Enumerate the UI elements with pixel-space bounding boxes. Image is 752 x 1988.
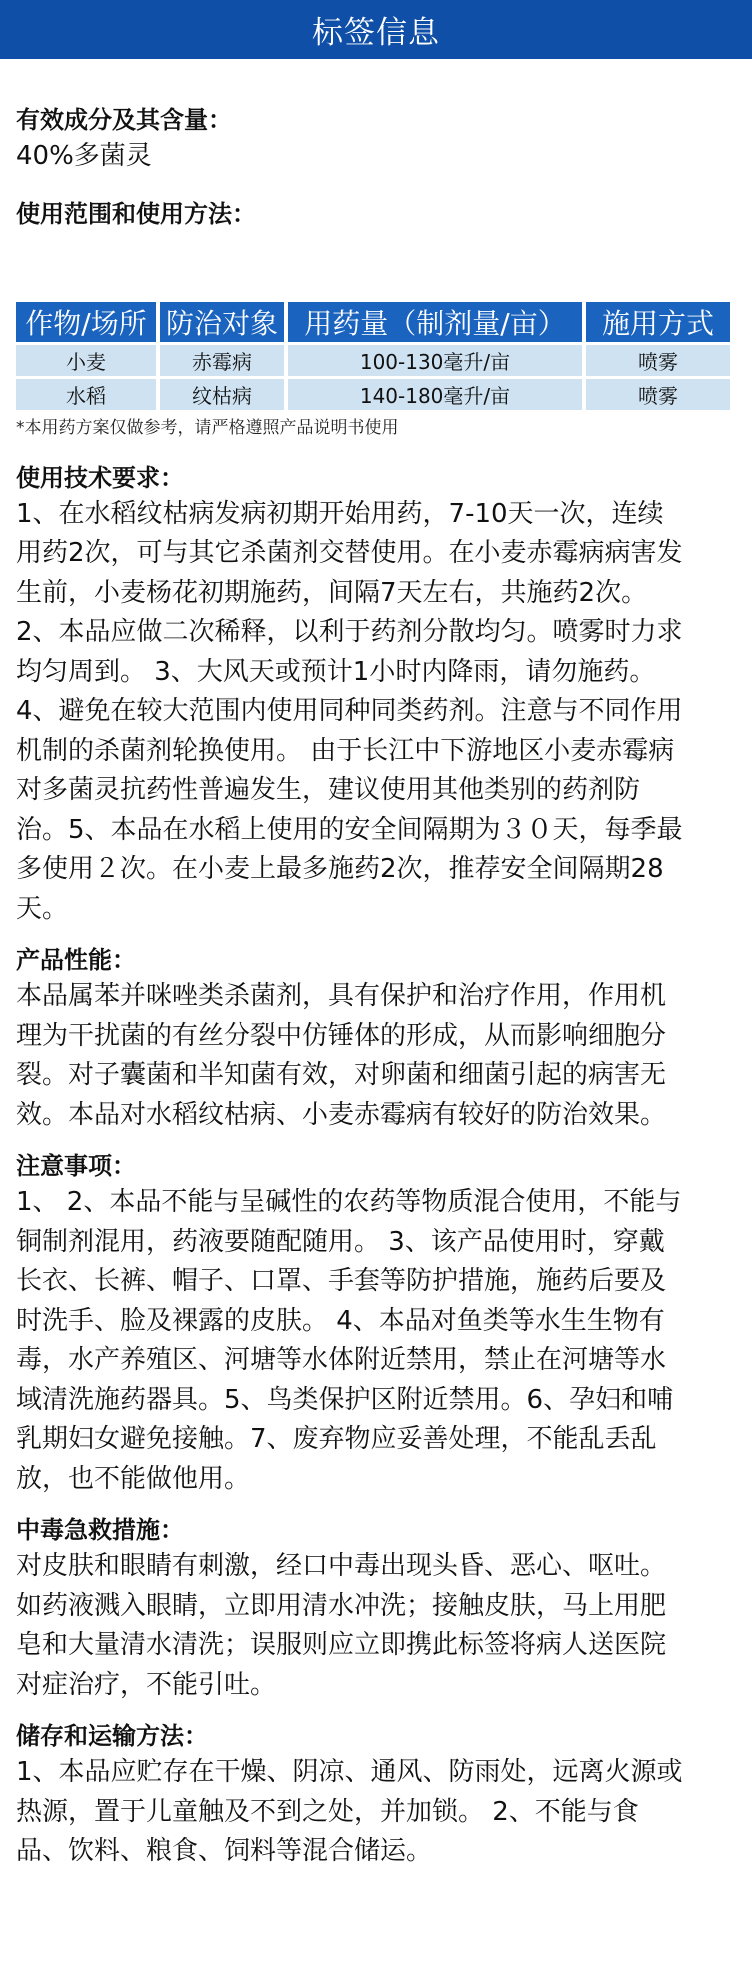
text-line: 域清洗施药器具。5、鸟类保护区附近禁用。6、孕妇和哺 <box>16 1384 674 1415</box>
performance-title: 产品性能： <box>16 946 136 974</box>
first-aid-title: 中毒急救措施： <box>16 1516 184 1544</box>
text-line: 时洗手、脸及裸露的皮肤。 4、本品对鱼类等水生生物有 <box>16 1305 665 1336</box>
text-line: 长衣、长裤、帽子、口罩、手套等防护措施，施药后要及 <box>16 1266 667 1296</box>
ingredients-title: 有效成分及其含量： <box>16 106 232 134</box>
text-line: 均匀周到。 3、大风天或预计1小时内降雨，请勿施药。 <box>16 656 656 687</box>
text-line: 对症治疗，不能引吐。 <box>16 1669 277 1700</box>
dosage-table-header-row <box>16 302 730 342</box>
technical-title: 使用技术要求： <box>16 463 184 492</box>
text-line: 多使用２次。在小麦上最多施药2次，推荐安全间隔期28 <box>16 854 664 884</box>
text-line: 裂。对子囊菌和半知菌有效，对卵菌和细菌引起的病害无 <box>16 1060 667 1090</box>
text-line: 效。本品对水稻纹枯病、小麦赤霉病有较好的防治效果。 <box>16 1099 667 1130</box>
cell-crop: 水稻 <box>16 379 156 410</box>
header-method: 施用方式 <box>586 302 730 342</box>
text-line: 1、在水稻纹枯病发病初期开始用药，7-10天一次，连续 <box>16 498 664 529</box>
usage-title: 使用范围和使用方法： <box>16 199 256 228</box>
dosage-note: *本用药方案仅做参考，请严格遵照产品说明书使用 <box>16 417 399 438</box>
text-line: 乳期妇女避免接触。7、废弃物应妥善处理，不能乱丢乱 <box>16 1424 657 1454</box>
label-content <box>0 103 752 1872</box>
header-target: 防治对象 <box>160 302 284 342</box>
cell-method: 喷雾 <box>586 345 730 376</box>
text-line: 本品属苯并咪唑类杀菌剂，具有保护和治疗作用，作用机 <box>16 981 667 1011</box>
table-row <box>16 345 730 376</box>
header-crop: 作物/场所 <box>16 302 156 342</box>
cell-target: 赤霉病 <box>160 345 284 376</box>
table-row <box>16 379 730 410</box>
dosage-table <box>12 299 734 413</box>
text-line: 4、避免在较大范围内使用同种同类药剂。注意与不同作用 <box>16 696 683 726</box>
text-line: 对皮肤和眼睛有刺激，经口中毒出现头昏、恶心、呕吐。 <box>16 1551 667 1581</box>
cell-crop: 小麦 <box>16 345 156 376</box>
performance-text <box>16 977 734 1135</box>
cell-dosage: 140-180毫升/亩 <box>288 379 582 410</box>
text-line: 毒，水产养殖区、河塘等水体附近禁用，禁止在河塘等水 <box>16 1345 667 1375</box>
text-line: 理为干扰菌的有丝分裂中仿锤体的形成，从而影响细胞分 <box>16 1020 667 1051</box>
text-line: 放，也不能做他用。 <box>16 1463 251 1494</box>
text-line: 用药2次，可与其它杀菌剂交替使用。在小麦赤霉病病害发 <box>16 538 683 568</box>
text-line: 铜制剂混用，药液要随配随用。 3、该产品使用时，穿戴 <box>16 1226 665 1257</box>
text-line: 机制的杀菌剂轮换使用。 由于长江中下游地区小麦赤霉病 <box>16 735 675 766</box>
first-aid-text <box>16 1547 734 1705</box>
caution-text <box>16 1183 734 1499</box>
ingredients-value: 40%多菌灵 <box>16 141 152 171</box>
storage-title: 储存和运输方法： <box>16 1722 208 1750</box>
text-line: 治。5、本品在水稻上使用的安全间隔期为３０天，每季最 <box>16 814 683 845</box>
text-line: 天。 <box>16 893 69 924</box>
technical-text <box>16 495 734 930</box>
text-line: 1、 2、本品不能与呈碱性的农药等物质混合使用，不能与 <box>16 1187 682 1217</box>
text-line: 皂和大量清水清洗；误服则应立即携此标签将病人送医院 <box>16 1630 667 1660</box>
page-header <box>0 0 752 59</box>
text-line: 2、本品应做二次稀释，以利于药剂分散均匀。喷雾时力求 <box>16 617 683 647</box>
storage-text <box>16 1753 734 1872</box>
text-line: 生前，小麦杨花初期施药，间隔7天左右，共施药2次。 <box>16 577 648 608</box>
cell-target: 纹枯病 <box>160 379 284 410</box>
header-dosage: 用药量（制剂量/亩） <box>288 302 582 342</box>
cell-method: 喷雾 <box>586 379 730 410</box>
text-line: 热源，置于儿童触及不到之处，并加锁。 2、不能与食 <box>16 1796 639 1827</box>
cell-dosage: 100-130毫升/亩 <box>288 345 582 376</box>
text-line: 对多菌灵抗药性普遍发生，建议使用其他类别的药剂防 <box>16 775 641 805</box>
text-line: 品、饮料、粮食、饲料等混合储运。 <box>16 1836 433 1866</box>
page-title: 标签信息 <box>312 15 440 51</box>
caution-title: 注意事项： <box>16 1152 136 1180</box>
text-line: 如药液溅入眼睛，立即用清水冲洗；接触皮肤，马上用肥 <box>16 1590 667 1621</box>
text-line: 1、本品应贮存在干燥、阴凉、通风、防雨处，远离火源或 <box>16 1757 683 1787</box>
